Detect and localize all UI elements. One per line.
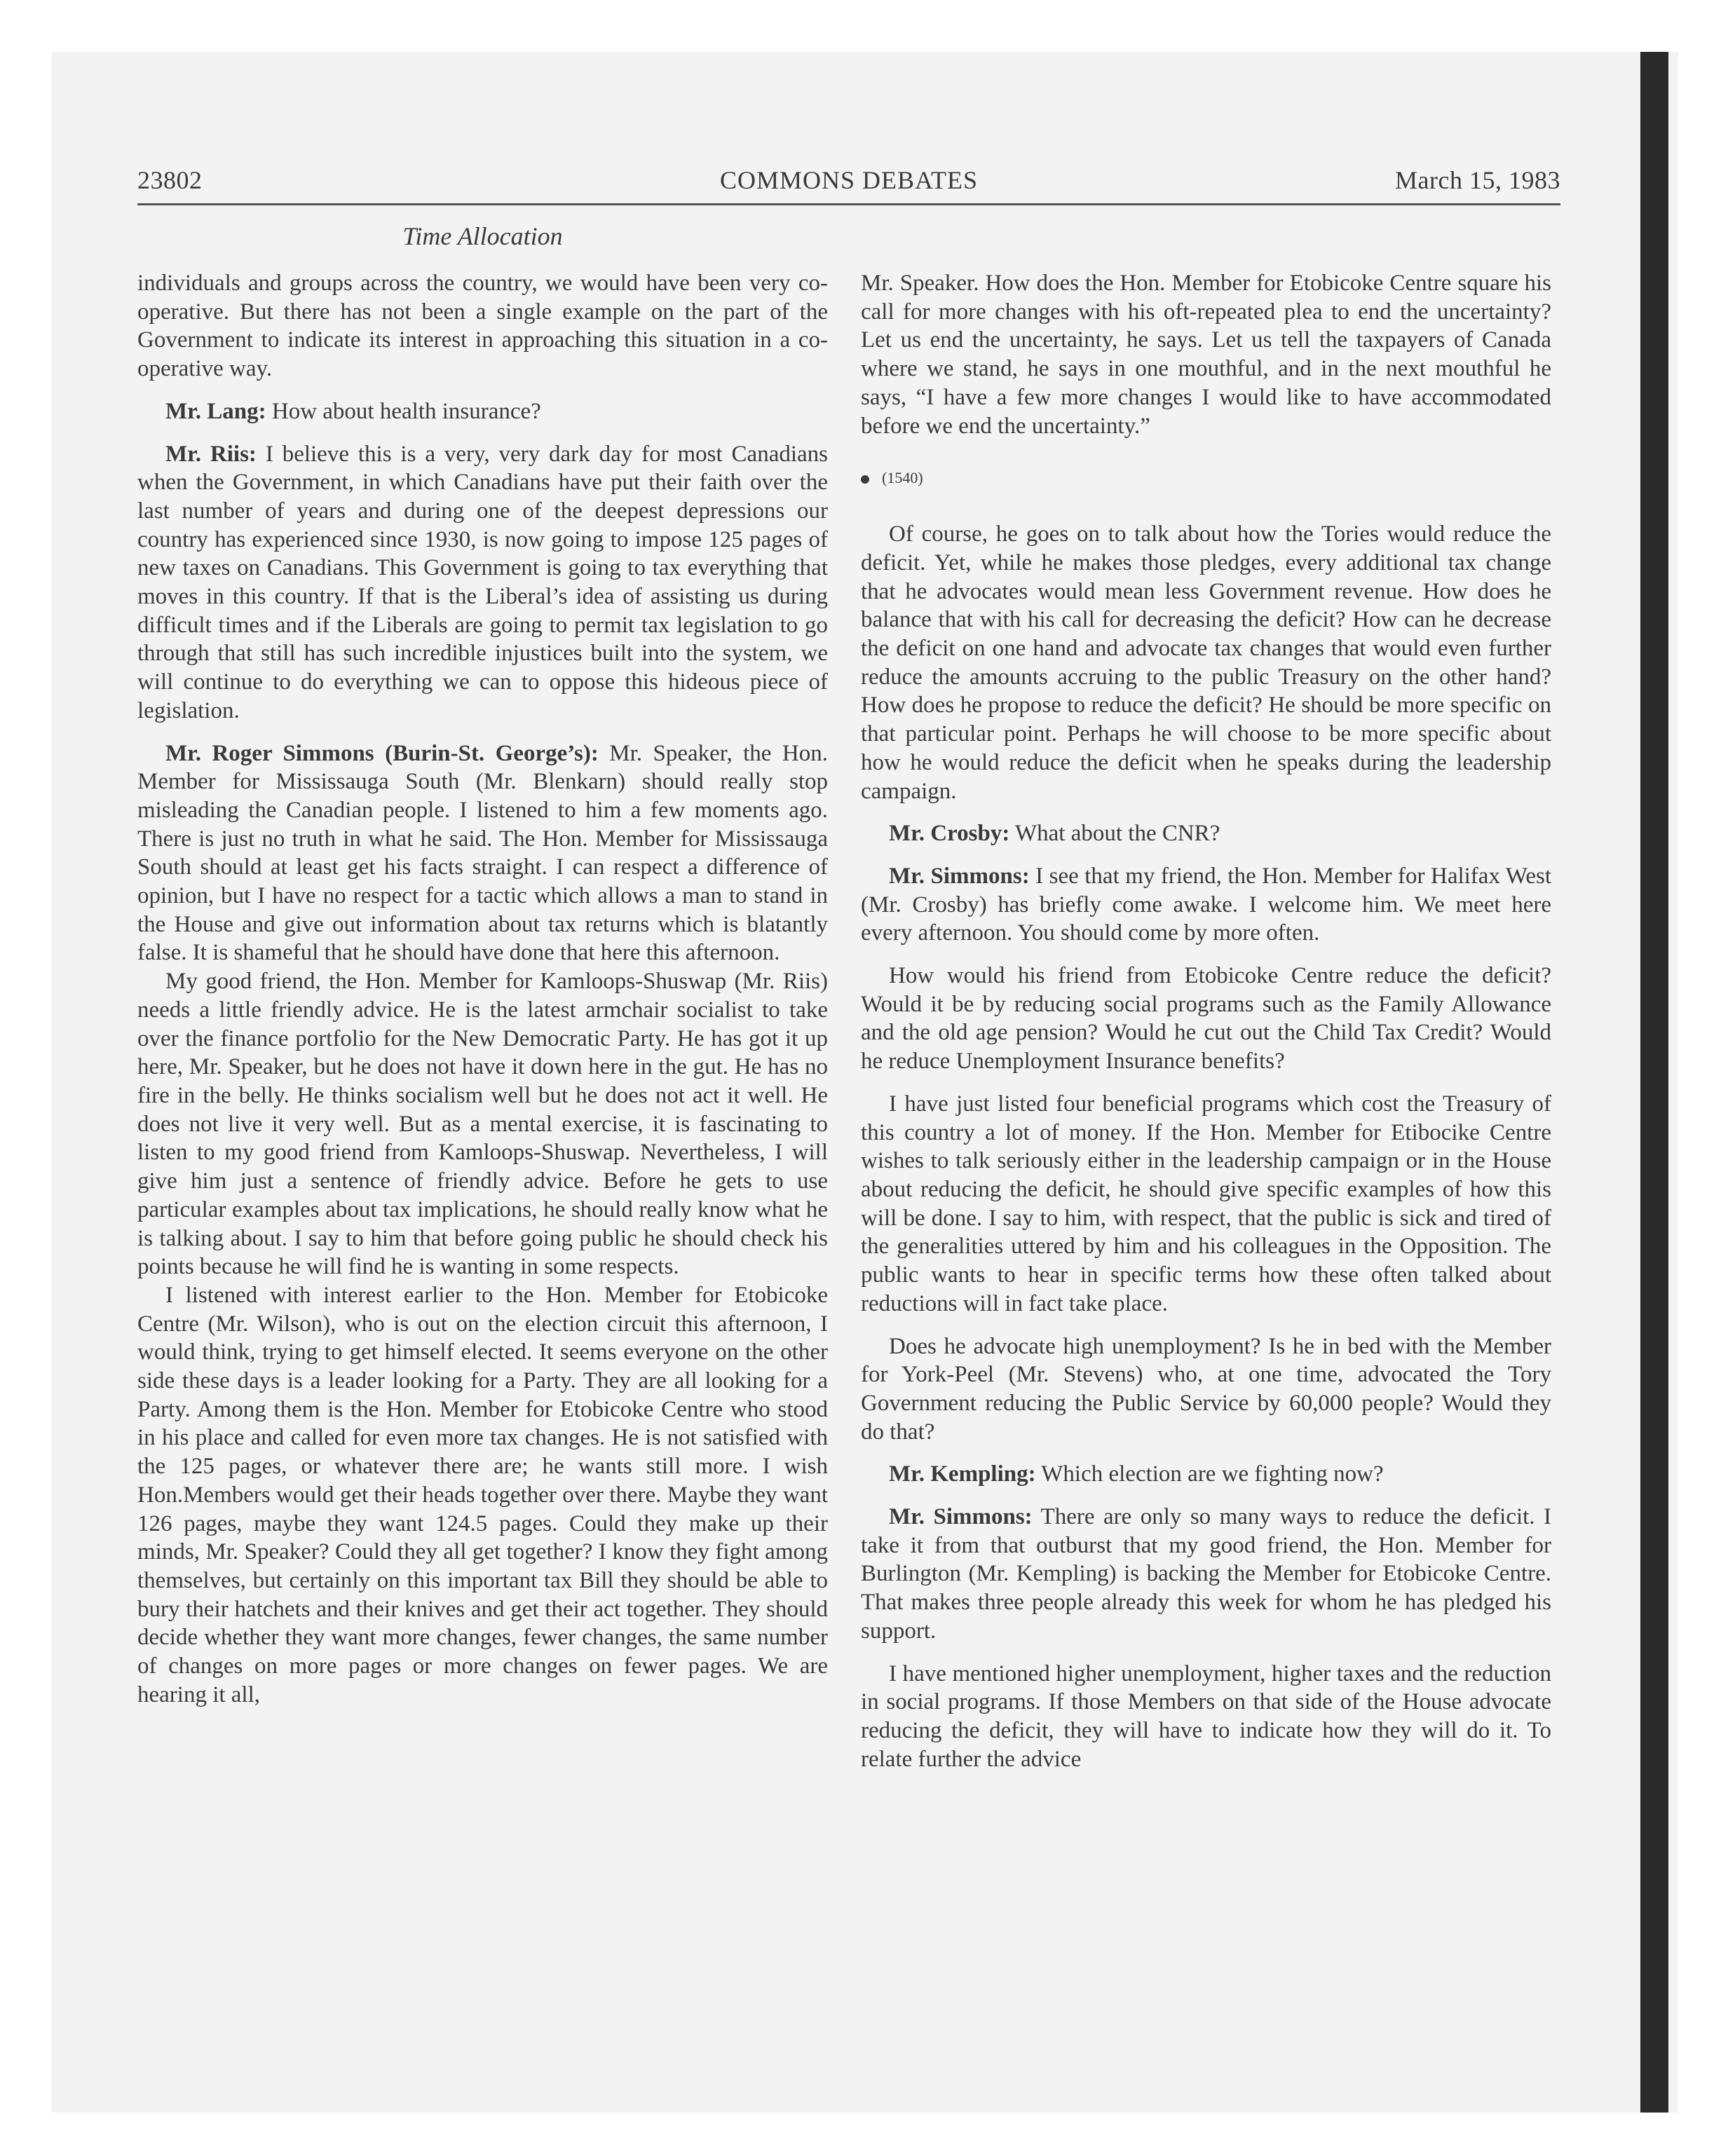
speech-text: Which election are we fighting now?	[1035, 1461, 1384, 1487]
speech-text: Mr. Speaker, the Hon. Member for Mississauga South (Mr. Blenkarn) should really stop misleading the Canadian people. I listened to him a few moments ago. There is just no truth in what he said. The Hon. Member for Mississauga South should at least get his facts straight. I can respect a difference of opinion, but I have no respect for a tactic which allows a man to stand in the House and give out information about tax returns which is blatantly false. It is shameful that he should have done that here this afternoon.	[137, 740, 828, 966]
page-number: 23802	[137, 166, 203, 194]
speech-paragraph	[137, 739, 828, 968]
section-title: Time Allocation	[402, 222, 563, 250]
speech-text: I believe this is a very, very dark day for most Canadians when the Government, in which Canadians have put their faith over the last number of years and during one of the deepest depressions our country has experienced since 1930, is now going to impose 125 pages of new taxes on Canadians. This Government is going to tax everything that moves in this country. If that is the Liberal’s idea of assisting us during difficult times and if the Liberals are going to permit tax legislation to go through that still has such incredible injustices built into the system, we will continue to do everything we can to oppose this hideous piece of legislation.	[137, 441, 829, 723]
speech-text: I see that my friend, the Hon. Member for Halifax West (Mr. Crosby) has briefly come awake. I welcome him. We meet here every afternoon. You should come by more often.	[861, 863, 1551, 946]
bullet-dot-icon	[861, 475, 869, 484]
paragraph: Does he advocate high unemployment? Is he in bed with the Member for York-Peel (Mr. Stevens) who, at one time, advocated the Tory Government reducing the Public Service by 60,000 people? Would they do that?	[861, 1333, 1551, 1445]
speech-paragraph	[861, 1503, 1551, 1646]
speaker-name: Mr. Lang:	[165, 398, 266, 424]
speech-paragraph	[861, 819, 1551, 848]
speaker-name: Mr. Crosby:	[889, 821, 1010, 847]
header-rule	[137, 203, 1560, 205]
paragraph: My good friend, the Hon. Member for Kamloops-Shuswap (Mr. Riis) needs a little friendly advice. He is the latest armchair socialist to take over the finance portfolio for the New Democratic Party. He has got it up here, Mr. Speaker, but he does not have it down here in the gut. He has no fire in the belly. He thinks socialism well but he does not act it well. He does not live it very well. But as a mental exercise, it is fascinating to listen to my good friend from Kamloops-Shuswap. Nevertheless, I will give him just a sentence of friendly advice. Before he gets to use particular examples about tax implications, he should really know what he is talking about. I say to him that before going public he should check his points because he will find he is wanting in some respects.	[137, 969, 828, 1280]
speech-paragraph	[861, 862, 1551, 948]
speech-text: There are only so many ways to reduce the deficit. I take it from that outburst that my good friend, the Hon. Member for Burlington (Mr. Kempling) is backing the Member for Etobicoke Centre. That makes three people already this week for whom he has pledged his support.	[861, 1504, 1552, 1644]
publication-date: March 15, 1983	[1395, 166, 1560, 194]
right-column	[861, 269, 1551, 1773]
left-column	[137, 269, 828, 1709]
paragraph: How would his friend from Etobicoke Centre reduce the deficit? Would it be by reducing social programs such as the Family Allowance and the old age pension? Would he cut out the Child Tax Credit? Would he reduce Unemployment Insurance benefits?	[861, 963, 1551, 1074]
paragraph: Mr. Speaker. How does the Hon. Member for Etobicoke Centre square his call for more changes with his oft-repeated plea to end the uncertainty? Let us end the uncertainty, he says. Let us tell the taxpayers of Canada where we stand, he says in one mouthful, and in the next mouthful he says, “I have a few more changes I would like to have accommodated before we end the uncertainty.”	[861, 271, 1551, 439]
speech-text: What about the CNR?	[1009, 821, 1220, 847]
speech-paragraph	[137, 440, 828, 725]
speech-paragraph	[137, 397, 828, 426]
paragraph: I have just listed four beneficial programs which cost the Treasury of this country a lot of money. If the Hon. Member for Etibocike Centre wishes to talk seriously either in the leadership campaign or in the House about reducing the deficit, he should give specific examples of how this will be done. I say to him, with respect, that the public is sick and tired of the generalities uttered by him and his colleagues in the Opposition. The public wants to hear in specific terms how these often talked about reductions will in fact take place.	[861, 1091, 1551, 1316]
time-marker-text: (1540)	[882, 469, 923, 487]
speaker-name: Mr. Simmons:	[889, 1504, 1033, 1530]
speech-paragraph	[861, 1460, 1551, 1489]
paragraph: Of course, he goes on to talk about how the Tories would reduce the deficit. Yet, while he makes those pledges, every additional tax change that he advocates would mean less Government revenue. How does he balance that with his call for decreasing the deficit? How can he decrease the deficit on one hand and advocate tax changes that would even further reduce the amounts accruing to the public Treasury on the other hand? How does he propose to reduce the deficit? He should be more specific on that particular point. Perhaps he will choose to be more specific about how he would reduce the deficit when he speaks during the leadership campaign.	[861, 521, 1551, 804]
publication-title: COMMONS DEBATES	[719, 166, 979, 194]
speech-text: How about health insurance?	[266, 398, 541, 424]
speaker-name: Mr. Kempling:	[889, 1461, 1036, 1487]
paragraph: individuals and groups across the country, we would have been very co-operative. But there has not been a single example on the part of the Government to indicate its interest in approaching this situation in a co-operative way.	[137, 271, 828, 382]
speaker-name: Mr. Riis:	[165, 441, 257, 467]
paragraph: I have mentioned higher unemployment, higher taxes and the reduction in social programs. If those Members on that side of the House advocate reducing the deficit, they will have to indicate how they will do it. To relate further the advice	[861, 1660, 1551, 1772]
paragraph: I listened with interest earlier to the Hon. Member for Etobicoke Centre (Mr. Wilson), who is out on the election circuit this afternoon, I would think, trying to get himself elected. It seems everyone on the other side these days is a leader looking for a Party. They are all looking for a Party. Among them is the Hon. Member for Etobicoke Centre who stood in his place and called for even more tax changes. He is not satisfied with the 125 pages, or whatever there are; he wants still more. I wish Hon.Members would get their heads together over there. Maybe they want 126 pages, maybe they want 124.5 pages. Could they make up their minds, Mr. Speaker? Could they all get together? I know they fight among themselves, but certainly on this important tax Bill they should be able to bury their hatchets and their knives and get their act together. They should decide whether they want more changes, fewer changes, the same number of changes on more pages or more changes on fewer pages. We are hearing it all,	[137, 1282, 828, 1707]
time-marker	[861, 464, 1551, 492]
running-head	[137, 165, 1560, 207]
speaker-name: Mr. Roger Simmons (Burin-St. George’s):	[165, 740, 599, 766]
scan-edge-shadow	[1640, 52, 1668, 2113]
speaker-name: Mr. Simmons:	[889, 863, 1030, 889]
